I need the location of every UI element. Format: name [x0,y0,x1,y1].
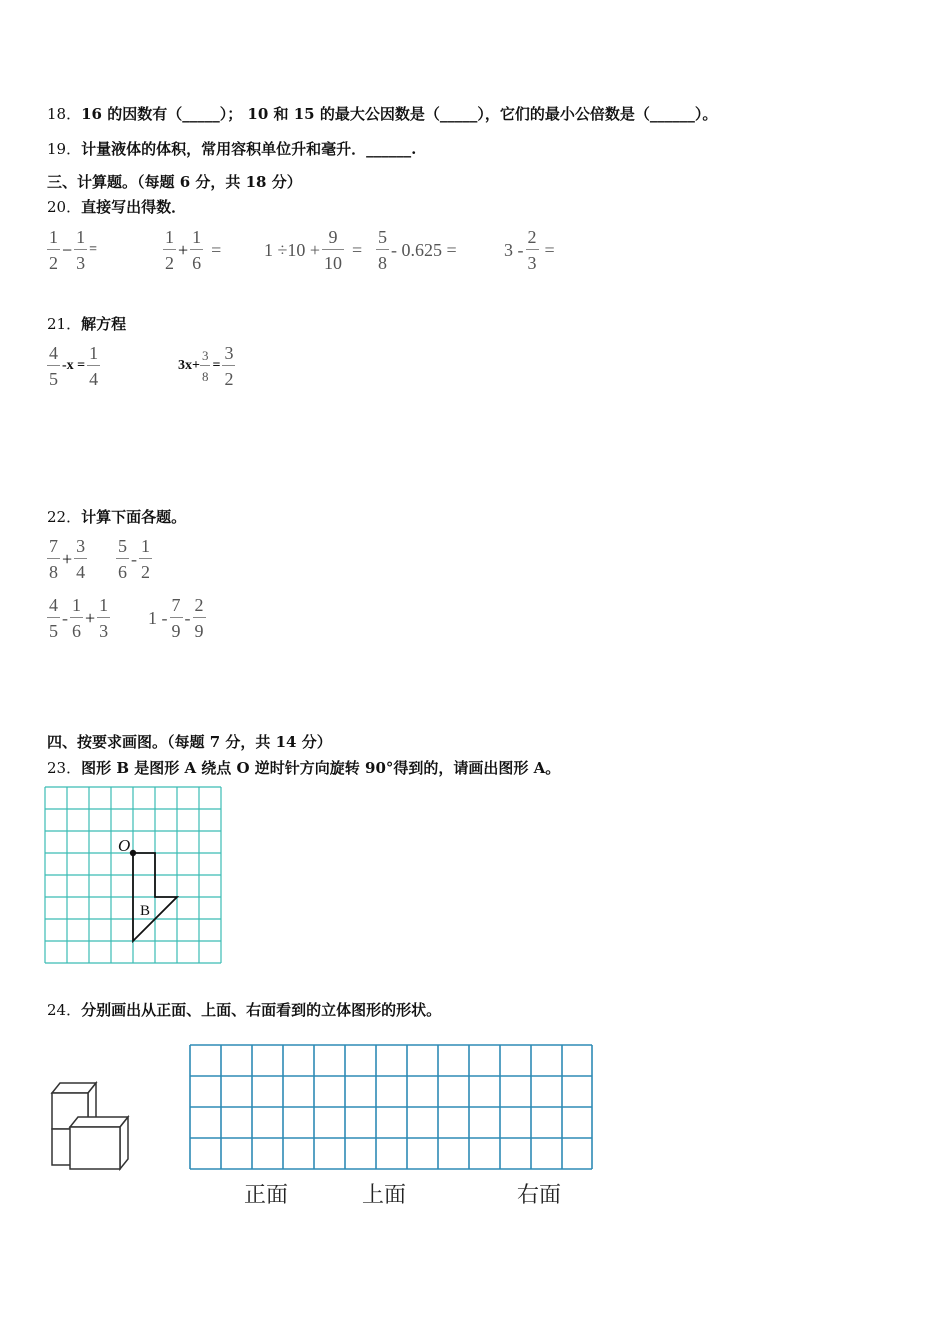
question-21: 21．解方程 [47,315,127,333]
section-4-heading: 四、按要求画图。（每题 7 分，共 14 分） [47,733,332,751]
q21-equation-2: 3x+ $\frac{3}{8}$ = $\frac{3}{2}$ [178,343,234,389]
label-top-view: 上面 [362,1182,407,1207]
section-3-heading: 三、计算题。（每题 6 分，共 18 分） [47,173,302,191]
point-o [130,850,136,856]
q20-expr-1: $\frac{1}{2}$ − $\frac{1}{3}$ = [49,227,98,273]
q20-expr-5: 3 - $\frac{2}{3}$ = [504,227,555,273]
q22-expr-4: 1 - $\frac{7}{9}$ - $\frac{2}{9}$ [148,595,204,641]
q20-expr-3: 1 ÷10 + $\frac{9}{10}$ = [264,227,363,273]
question-18: 18．16 的因数有（_____）； 10 和 15 的最大公因数是（_____），它们的最小公倍数是（______）。 [47,105,718,123]
question-22: 22．计算下面各题。 [47,508,187,526]
question-19: 19．计量液体的体积，常用容积单位升和毫升．______. [47,140,417,158]
question-24: 24．分别画出从正面、上面、右面看到的立体图形的形状。 [47,1001,442,1019]
answer-blank[interactable]: _____ [182,105,220,123]
label-front-view: 正面 [244,1182,289,1207]
q21-equation-1: $\frac{4}{5}$ -x = $\frac{1}{4}$ [49,343,99,389]
q20-expr-4: $\frac{5}{8}$ - 0.625 = [378,227,457,273]
q22-expr-3: $\frac{4}{5}$ - $\frac{1}{6}$ + $\frac{1}{3}$ [49,595,109,641]
question-23: 23．图形 B 是图形 A 绕点 O 逆时针方向旋转 90°得到的，请画出图形 A。 [47,759,561,777]
q22-expr-1: $\frac{7}{8}$ + $\frac{3}{4}$ [49,536,86,582]
answer-blank[interactable]: _____ [439,105,478,123]
label-right-view: 右面 [517,1182,562,1207]
cube-stack-figure [44,1075,136,1175]
answer-blank[interactable]: ______ [649,105,695,123]
drawing-grid[interactable] [188,1043,594,1173]
rotation-grid[interactable] [44,786,226,966]
grid-lines [190,1045,592,1169]
shape-b-label: B [140,903,151,919]
answer-blank[interactable]: ______ [366,140,412,158]
question-20: 20．直接写出得数． [47,198,187,216]
point-o-label: O [118,836,131,855]
q22-expr-2: $\frac{5}{6}$ - $\frac{1}{2}$ [118,536,150,582]
q20-expr-2: $\frac{1}{2}$ + $\frac{1}{6}$ = [165,227,222,273]
